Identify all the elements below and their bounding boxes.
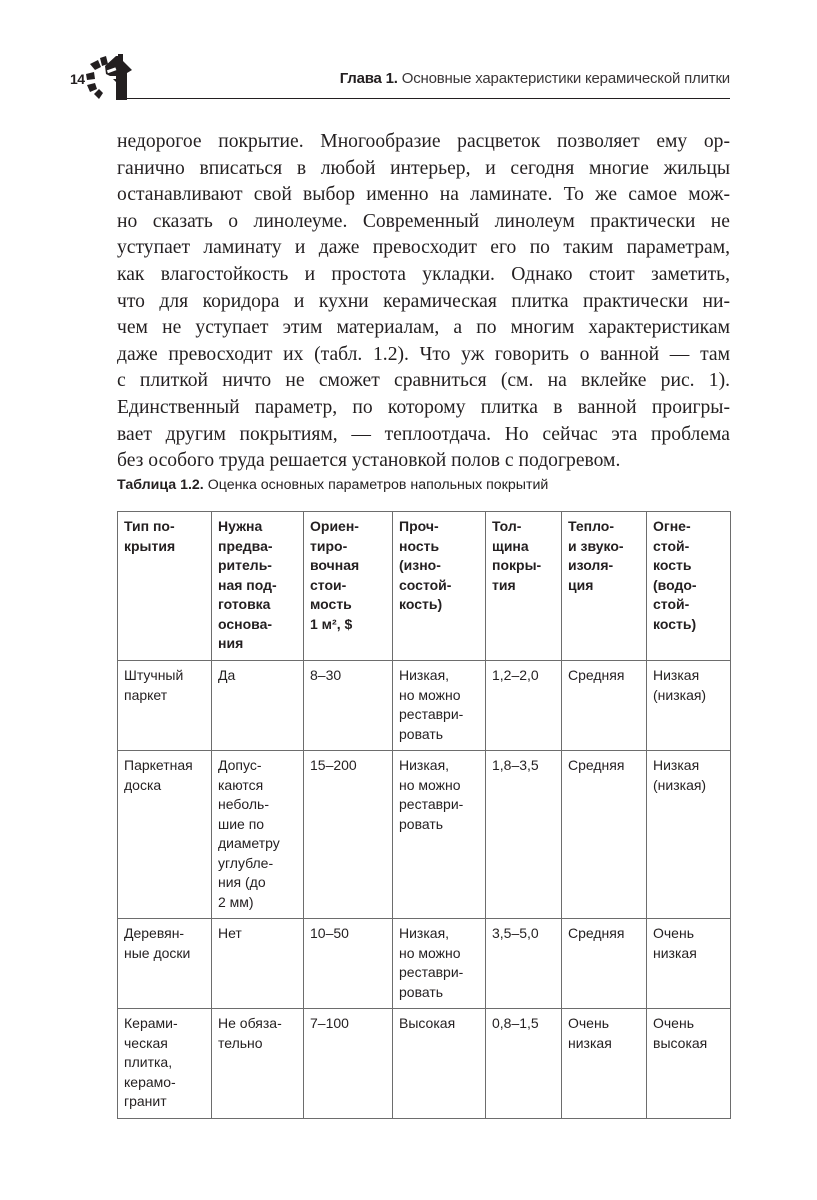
- cell-text-line: 15–200: [310, 757, 357, 773]
- cell-text-line: Тепло-: [568, 518, 615, 534]
- cell-text-line: диаметру: [218, 835, 280, 851]
- cell-text-line: ная под-: [218, 576, 277, 593]
- cell-text-line: высокая: [653, 1034, 708, 1051]
- cell-text-line: ния: [218, 635, 244, 651]
- header-cell: [647, 512, 731, 661]
- cell-text-line: Ориен-: [310, 518, 359, 534]
- cell-text-line: гранит: [124, 1093, 167, 1109]
- table-cell: [486, 661, 562, 751]
- cell-text-line: и звуко-: [568, 537, 624, 554]
- text-line: чем не уступает этим материалам, а по многим характеристикам: [117, 317, 730, 339]
- table-cell: [212, 1009, 304, 1119]
- text-line: вает другим покрытиям, — теплоотдача. Но сейчас эта проблема: [117, 423, 730, 445]
- table-cell: [212, 751, 304, 919]
- cell-text-line: мость: [310, 596, 352, 612]
- cell-text-line: Да: [218, 667, 236, 683]
- cell-text-line: ровать: [399, 983, 444, 1000]
- table-cell: [647, 751, 731, 919]
- table-cell: [118, 919, 212, 1009]
- cell-text-line: кость): [653, 615, 697, 632]
- text-line: даже превосходит их (табл. 1.2). Что уж говорить о ванной — там: [117, 343, 730, 365]
- table-cell: [486, 919, 562, 1009]
- table-cell: [393, 751, 486, 919]
- cell-text-line: (низкая): [653, 686, 707, 703]
- cell-text-line: (водо-: [653, 576, 697, 593]
- table-row: [118, 1009, 731, 1119]
- cell-text-line: основа-: [218, 615, 273, 632]
- table-cell: [647, 1009, 731, 1119]
- cell-text-line: Нет: [218, 925, 242, 941]
- header-cell: [212, 512, 304, 661]
- cell-text-line: Очень: [653, 1015, 694, 1031]
- cell-text-line: Огне-: [653, 518, 691, 534]
- running-header: [58, 54, 730, 100]
- cell-text-line: низкая: [568, 1034, 612, 1051]
- cell-text-line: Не обяза-: [218, 1015, 282, 1031]
- cell-text-line: Керами-: [124, 1015, 178, 1031]
- table-cell: [304, 1009, 393, 1119]
- table-caption-text: Оценка основных параметров напольных покрытий: [207, 477, 549, 493]
- cell-text-line: Высокая: [399, 1015, 456, 1031]
- cell-text-line: тельно: [218, 1034, 263, 1051]
- cell-text-line: Деревян-: [124, 925, 185, 941]
- table-row: [118, 919, 731, 1009]
- cell-text-line: покры-: [492, 557, 542, 573]
- body-paragraph: [117, 129, 730, 475]
- cell-text-line: 8–30: [310, 667, 342, 683]
- cell-text-line: Низкая,: [399, 925, 450, 941]
- cell-text-line: ритель-: [218, 557, 272, 573]
- table-cell: [562, 919, 647, 1009]
- cell-text-line: 0,8–1,5: [492, 1015, 539, 1031]
- cell-text-line: предва-: [218, 537, 273, 554]
- cell-text-line: готовка: [218, 596, 271, 612]
- table-cell: [562, 751, 647, 919]
- cell-text-line: шие по: [218, 815, 265, 832]
- cell-text-line: неболь-: [218, 796, 269, 812]
- cell-text-line: керамо-: [124, 1073, 176, 1090]
- table-cell: [393, 1009, 486, 1119]
- cell-text-line: (изно-: [399, 557, 441, 573]
- cell-text-line: состой-: [399, 576, 452, 593]
- cell-text-line: реставри-: [399, 796, 464, 812]
- cell-text-line: Низкая,: [399, 667, 450, 683]
- cell-text-line: тиро-: [310, 537, 348, 554]
- cell-text-line: ровать: [399, 725, 444, 742]
- cell-text-line: ные доски: [124, 944, 191, 961]
- header-cell: [486, 512, 562, 661]
- text-line: уступает ламинату и даже превосходит его по таким параметрам,: [117, 237, 730, 259]
- cell-text-line: Низкая: [653, 757, 700, 773]
- cell-text-line: но можно: [399, 944, 461, 961]
- text-line: но сказать о линолеуме. Современный линолеум практически не: [117, 210, 730, 232]
- cell-text-line: вочная: [310, 557, 360, 573]
- cell-text-line: кость): [399, 596, 443, 612]
- cell-text-line: Средняя: [568, 667, 625, 683]
- cell-text-line: реставри-: [399, 706, 464, 722]
- cell-text-line: ровать: [399, 815, 444, 832]
- header-cell: [393, 512, 486, 661]
- table-row: [118, 661, 731, 751]
- cell-text-line: Допус-: [218, 757, 262, 773]
- cell-text-line: ция: [568, 576, 594, 593]
- chapter-title-text: Основные характеристики керамической плитки: [401, 70, 730, 87]
- cell-text-line: 2 мм): [218, 893, 254, 910]
- table-cell: [486, 1009, 562, 1119]
- table-cell: [304, 751, 393, 919]
- cell-text-line: кость: [653, 557, 692, 573]
- cell-text-line: крытия: [124, 537, 176, 554]
- floor-coverings-table: [117, 511, 731, 1119]
- table-cell: [647, 919, 731, 1009]
- cell-text-line: Паркетная: [124, 757, 193, 773]
- table-cell: [562, 1009, 647, 1119]
- table-cell: [304, 919, 393, 1009]
- house-sun-icon: [80, 54, 140, 100]
- text-line: с плиткой ничто не сможет сравниться (см. на вклейке рис. 1).: [117, 370, 730, 392]
- table-cell: [118, 1009, 212, 1119]
- cell-text-line: 3,5–5,0: [492, 925, 539, 941]
- header-cell: [562, 512, 647, 661]
- cell-text-line: стой-: [653, 596, 690, 612]
- cell-text-line: 7–100: [310, 1015, 349, 1031]
- cell-text-line: изоля-: [568, 557, 614, 573]
- cell-text-line: 1,2–2,0: [492, 667, 539, 683]
- cell-text-line: Штучный: [124, 667, 184, 683]
- cell-text-line: 1,8–3,5: [492, 757, 539, 773]
- header-cell: [118, 512, 212, 661]
- table-cell: [118, 751, 212, 919]
- cell-text-line: стои-: [310, 576, 347, 593]
- page-number: 14: [70, 71, 85, 87]
- text-line: останавливают свой выбор именно на ламинате. То же самое мож-: [117, 184, 730, 206]
- cell-text-line: Низкая: [653, 667, 700, 683]
- chapter-label: Глава 1.: [339, 70, 398, 87]
- table-caption-label: Таблица 1.2.: [117, 477, 204, 493]
- cell-text-line: доска: [124, 776, 162, 793]
- cell-text-line: Очень: [568, 1015, 609, 1031]
- table-cell: [212, 661, 304, 751]
- header-rule: [120, 98, 730, 99]
- table-cell: [562, 661, 647, 751]
- table-cell: [486, 751, 562, 919]
- cell-text-line: Низкая,: [399, 757, 450, 773]
- cell-text-line: реставри-: [399, 964, 464, 980]
- text-line: ганично вписаться в любой интерьер, и сегодня многие жильцы: [117, 157, 730, 179]
- chapter-title: [340, 70, 730, 87]
- cell-text-line: Проч-: [399, 518, 439, 534]
- cell-text-line: 10–50: [310, 925, 349, 941]
- cell-text-line: 1 м², $: [310, 615, 353, 632]
- cell-text-line: плитка,: [124, 1054, 173, 1070]
- cell-text-line: Тол-: [492, 518, 522, 534]
- cell-text-line: но можно: [399, 686, 461, 703]
- text-line: без особого труда решается установкой полов с подогревом.: [117, 450, 621, 472]
- text-line: что для коридора и кухни керамическая плитка практически ни-: [117, 290, 730, 312]
- cell-text-line: но можно: [399, 776, 461, 793]
- cell-text-line: каются: [218, 776, 264, 793]
- table-cell: [212, 919, 304, 1009]
- table-caption: [117, 477, 548, 493]
- table-cell: [647, 661, 731, 751]
- table-cell: [304, 661, 393, 751]
- cell-text-line: низкая: [653, 944, 697, 961]
- cell-text-line: тия: [492, 576, 516, 593]
- cell-text-line: ческая: [124, 1034, 168, 1051]
- cell-text-line: паркет: [124, 686, 168, 703]
- table-row: [118, 751, 731, 919]
- cell-text-line: ния (до: [218, 874, 266, 890]
- table-cell: [118, 661, 212, 751]
- cell-text-line: Нужна: [218, 518, 263, 534]
- text-line: как влагостойкость и простота укладки. Однако стоит заметить,: [117, 263, 730, 285]
- cell-text-line: углубле-: [218, 854, 274, 871]
- header-cell: [304, 512, 393, 661]
- table-header-row: [118, 512, 731, 661]
- cell-text-line: Средняя: [568, 757, 625, 773]
- text-line: недорогое покрытие. Многообразие расцветок позволяет ему ор-: [117, 131, 730, 152]
- cell-text-line: стой-: [653, 537, 690, 554]
- cell-text-line: Средняя: [568, 925, 625, 941]
- cell-text-line: Очень: [653, 925, 694, 941]
- text-line: Единственный параметр, по которому плитка в ванной проигры-: [117, 396, 730, 418]
- cell-text-line: (низкая): [653, 776, 707, 793]
- table-cell: [393, 661, 486, 751]
- cell-text-line: Тип по-: [124, 518, 175, 534]
- table-cell: [393, 919, 486, 1009]
- cell-text-line: ность: [399, 537, 440, 554]
- cell-text-line: щина: [492, 537, 529, 554]
